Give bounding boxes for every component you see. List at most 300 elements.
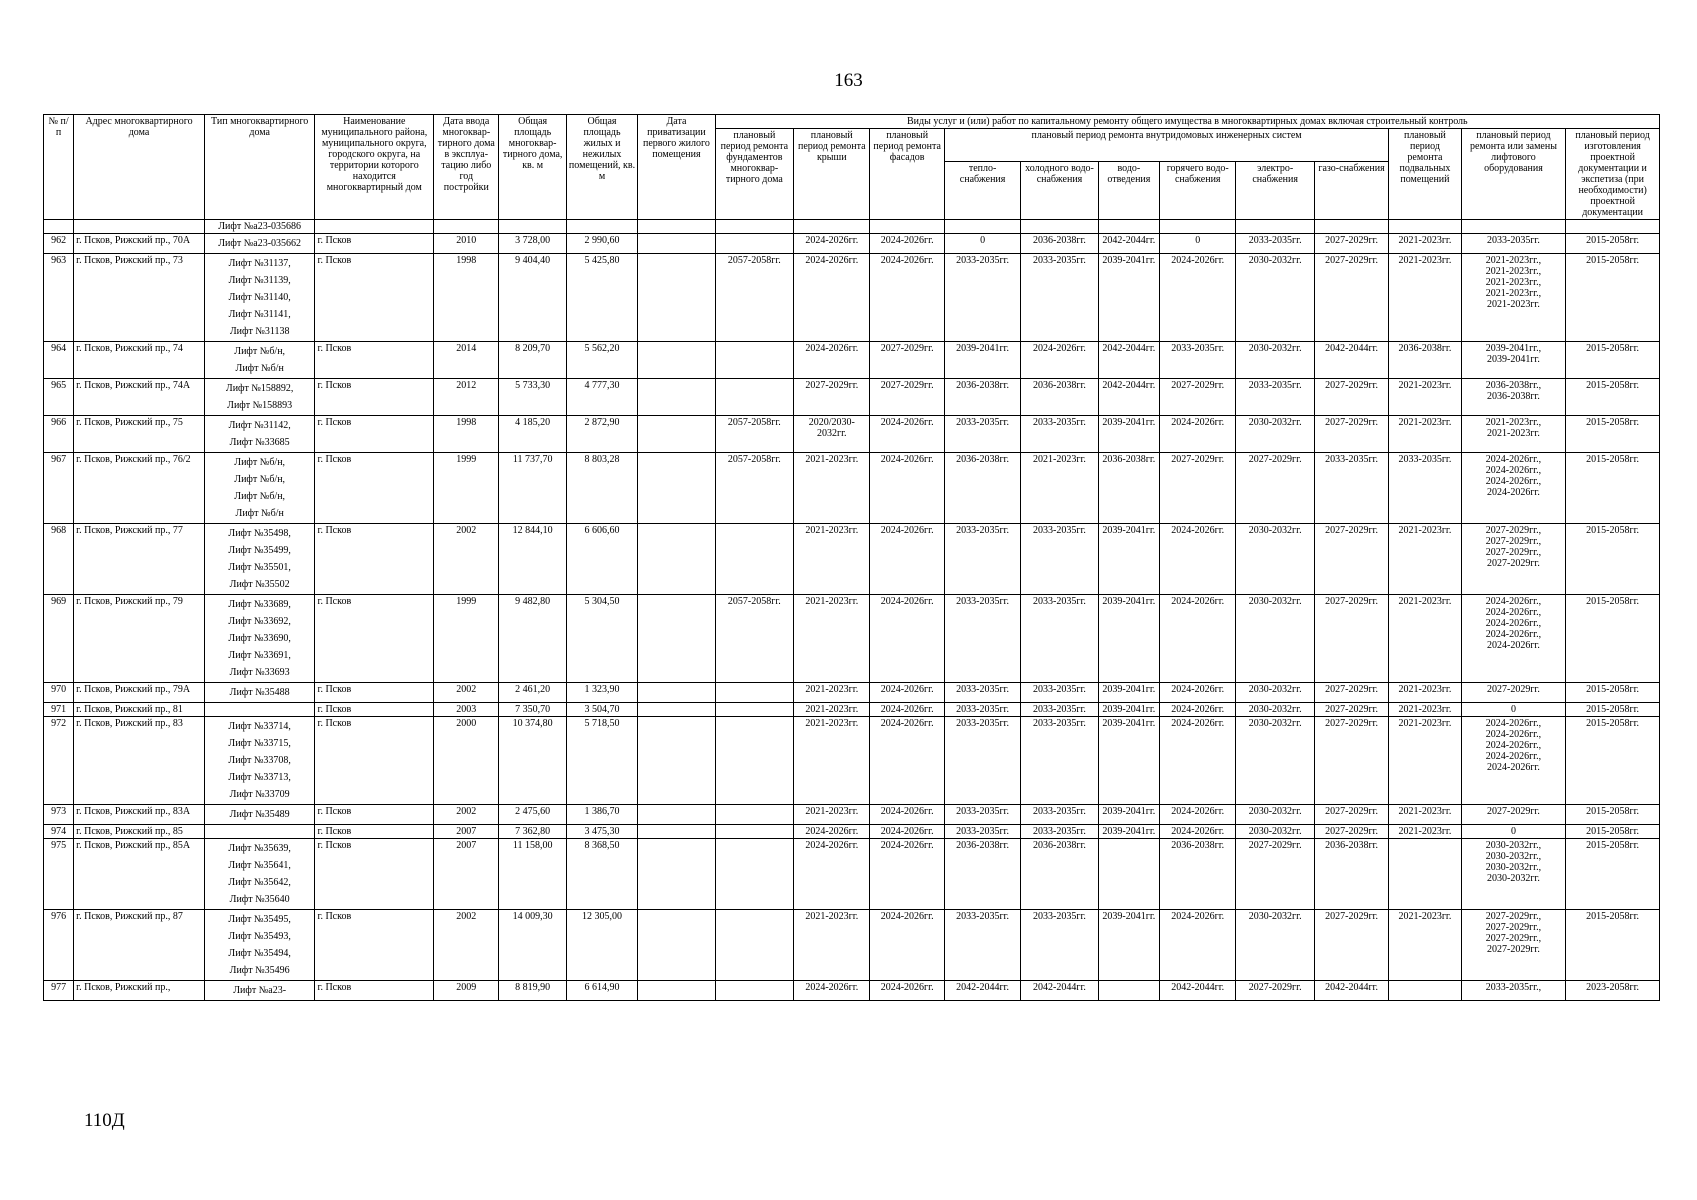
cell-num: 963 [44, 254, 74, 342]
cell-living-area: 8 803,28 [566, 453, 637, 524]
elevator-item: Лифт №35495, [228, 914, 291, 925]
cell-privatization [638, 342, 715, 379]
cell-drainage: 2039-2041гг. [1098, 683, 1159, 703]
table-row [44, 703, 1660, 717]
cell-basement: 2021-2023гг. [1389, 254, 1461, 342]
col-gas-header: газо-снабжения [1314, 161, 1388, 219]
cell-living-area: 8 368,50 [566, 839, 637, 910]
cell-facade: 2024-2026гг. [870, 416, 944, 453]
cell-basement: 2021-2023гг. [1389, 910, 1461, 981]
lift-date-item: 2027-2029гг., [1485, 911, 1542, 922]
cell-foundation [715, 379, 793, 416]
cell-lift [1461, 254, 1566, 342]
cell-elevators [204, 910, 315, 981]
lift-date-item: 0 [1510, 826, 1516, 837]
table-row [44, 254, 1660, 342]
cell-heat: 2036-2038гг. [944, 453, 1020, 524]
elevator-item: Лифт №35496 [229, 965, 290, 976]
cell-electricity: 2030-2032гг. [1236, 717, 1314, 805]
table-row [44, 717, 1660, 805]
cell-design: 2015-2058гг. [1566, 379, 1660, 416]
cell-heat: 2042-2044гг. [944, 981, 1020, 1001]
cell-elevators [204, 683, 315, 703]
cell-year: 2002 [434, 805, 499, 825]
cell-privatization [638, 703, 715, 717]
cell-basement: 2021-2023гг. [1389, 683, 1461, 703]
cell-municipality: г. Псков [315, 703, 434, 717]
elevator-item: Лифт №б/н, [234, 457, 286, 468]
cell-design: 2015-2058гг. [1566, 342, 1660, 379]
col-foundation-header: плановый период ремонта фундаментов многоквар-тирного дома [715, 129, 793, 220]
col-num-header: № п/п [44, 115, 74, 220]
lift-date-item: 0 [1510, 704, 1516, 715]
table-row [44, 595, 1660, 683]
cell-living-area: 1 323,90 [566, 683, 637, 703]
lift-date-item: 2024-2026гг., [1485, 740, 1542, 751]
cell-address: г. Псков, Рижский пр., 79 [74, 595, 205, 683]
cell-heat: 0 [944, 234, 1020, 254]
cell-electricity: 2030-2032гг. [1236, 595, 1314, 683]
cell-electricity: 2033-2035гг. [1236, 234, 1314, 254]
cell-lift [1461, 342, 1566, 379]
cell-basement: 2021-2023гг. [1389, 825, 1461, 839]
cell-num: 974 [44, 825, 74, 839]
cell-total-area: 7 350,70 [499, 703, 566, 717]
cell-privatization [638, 595, 715, 683]
cell-municipality: г. Псков [315, 416, 434, 453]
cell-electricity: 2030-2032гг. [1236, 416, 1314, 453]
cell-facade: 2024-2026гг. [870, 981, 944, 1001]
cell-year: 2009 [434, 981, 499, 1001]
cell-lift [1461, 839, 1566, 910]
cell-living-area: 6 606,60 [566, 524, 637, 595]
cell-hot-water: 2024-2026гг. [1160, 683, 1236, 703]
cell-design: 2015-2058гг. [1566, 524, 1660, 595]
table-row [44, 342, 1660, 379]
col-commission-header: Дата ввода многоквар-тирного дома в эксплуа-тацию либо год постройки [434, 115, 499, 220]
cell-living-area: 5 718,50 [566, 717, 637, 805]
table-row [44, 910, 1660, 981]
cell-basement: 2021-2023гг. [1389, 524, 1461, 595]
cell-cold-water: 2024-2026гг. [1021, 342, 1098, 379]
cell-year: 1999 [434, 595, 499, 683]
cell-num: 977 [44, 981, 74, 1001]
cell-hot-water: 2033-2035гг. [1160, 342, 1236, 379]
cell-roof: 2024-2026гг. [794, 981, 870, 1001]
cell-drainage: 2036-2038гг. [1098, 453, 1159, 524]
cell-year: 1998 [434, 416, 499, 453]
cell-heat: 2039-2041гг. [944, 342, 1020, 379]
cell-foundation [715, 825, 793, 839]
cell-heat: 2033-2035гг. [944, 595, 1020, 683]
cell-drainage: 2039-2041гг. [1098, 910, 1159, 981]
cell-gas: 2027-2029гг. [1314, 254, 1388, 342]
cell-year: 1998 [434, 254, 499, 342]
lift-date-item: 2030-2032гг., [1485, 840, 1542, 851]
cell-address: г. Псков, Рижский пр., 81 [74, 703, 205, 717]
col-electricity-header: электро-снабжения [1236, 161, 1314, 219]
systems-group-header: плановый период ремонта внутридомовых инженерных систем [944, 129, 1388, 162]
elevator-item: Лифт №33713, [228, 772, 291, 783]
table-row [44, 234, 1660, 254]
elevator-item: Лифт №158892, [225, 383, 294, 394]
cell-address: г. Псков, Рижский пр., 74А [74, 379, 205, 416]
cell-electricity: 2030-2032гг. [1236, 805, 1314, 825]
col-building-type-header: Тип многоквартирного дома [204, 115, 315, 220]
elevator-item: Лифт №35489 [229, 809, 290, 820]
cell-drainage [1098, 981, 1159, 1001]
cell-living-area: 12 305,00 [566, 910, 637, 981]
cell-heat: 2036-2038гг. [944, 839, 1020, 910]
cell-roof: 2021-2023гг. [794, 683, 870, 703]
col-lift-header: плановый период ремонта или замены лифтового оборудования [1461, 129, 1566, 220]
elevator-item: Лифт №31138 [229, 326, 290, 337]
cell-heat: 2033-2035гг. [944, 703, 1020, 717]
cell-heat: 2033-2035гг. [944, 683, 1020, 703]
cell-lift [1461, 416, 1566, 453]
lift-date-item: 2027-2029гг., [1485, 933, 1542, 944]
col-facade-header: плановый период ремонта фасадов [870, 129, 944, 220]
cell-design: 2015-2058гг. [1566, 683, 1660, 703]
cell-total-area: 9 404,40 [499, 254, 566, 342]
cell-basement: 2021-2023гг. [1389, 379, 1461, 416]
elevator-item: Лифт №158893 [227, 400, 293, 411]
cell-total-area: 11 158,00 [499, 839, 566, 910]
cell-num: 969 [44, 595, 74, 683]
cell-elevators [204, 342, 315, 379]
cell-living-area: 5 304,50 [566, 595, 637, 683]
cell-hot-water: 2024-2026гг. [1160, 703, 1236, 717]
cell-address: г. Псков, Рижский пр., 87 [74, 910, 205, 981]
elevator-item: Лифт №35498, [228, 528, 291, 539]
cell-roof: 2021-2023гг. [794, 910, 870, 981]
lift-date-item: 2024-2026гг., [1485, 465, 1542, 476]
cell-cold-water: 2033-2035гг. [1021, 825, 1098, 839]
lift-date-item: 2024-2026гг., [1485, 718, 1542, 729]
cell-lift [1461, 683, 1566, 703]
elevator-item: Лифт №35639, [228, 843, 291, 854]
cell-gas: 2027-2029гг. [1314, 703, 1388, 717]
cell-elevators [204, 825, 315, 839]
cell-drainage: 2039-2041гг. [1098, 254, 1159, 342]
col-address-header: Адрес многоквартирного дома [74, 115, 205, 220]
cell-privatization [638, 981, 715, 1001]
cell-basement: 2036-2038гг. [1389, 342, 1461, 379]
lift-date-item: 2033-2035гг., [1485, 982, 1542, 993]
elevator-item: Лифт №б/н [235, 508, 284, 519]
cell-design: 2015-2058гг. [1566, 416, 1660, 453]
elevator-item: Лифт №33709 [229, 789, 290, 800]
cell-address: г. Псков, Рижский пр., 83 [74, 717, 205, 805]
elevator-item: Лифт №31141, [228, 309, 291, 320]
cell-heat: 2036-2038гг. [944, 379, 1020, 416]
cell-design: 2015-2058гг. [1566, 910, 1660, 981]
cell-hot-water: 2027-2029гг. [1160, 379, 1236, 416]
col-privatization-header: Дата приватизации первого жилого помещения [638, 115, 715, 220]
cell-foundation [715, 839, 793, 910]
cell-facade: 2024-2026гг. [870, 595, 944, 683]
cell-year: 2002 [434, 910, 499, 981]
cell-elevators [204, 453, 315, 524]
lift-date-item: 2021-2023гг., [1485, 417, 1542, 428]
cell-cold-water: 2021-2023гг. [1021, 453, 1098, 524]
col-drainage-header: водо-отведения [1098, 161, 1159, 219]
lift-date-item: 2036-2038гг. [1486, 391, 1540, 402]
cell-lift [1461, 825, 1566, 839]
cell-municipality: г. Псков [315, 453, 434, 524]
cell-num: 967 [44, 453, 74, 524]
lift-date-item: 2030-2032гг. [1486, 873, 1540, 884]
cell-address: г. Псков, Рижский пр., 76/2 [74, 453, 205, 524]
cell-electricity: 2027-2029гг. [1236, 981, 1314, 1001]
cell-basement: 2021-2023гг. [1389, 717, 1461, 805]
col-roof-header: плановый период ремонта крыши [794, 129, 870, 220]
elevator-item: Лифт №б/н, [234, 491, 286, 502]
elevator-item: Лифт №а23-035662 [218, 238, 302, 249]
cell-num: 970 [44, 683, 74, 703]
cell-num: 971 [44, 703, 74, 717]
header-row-1 [44, 115, 1660, 129]
elevator-item: Лифт №31140, [228, 292, 291, 303]
cell-address: г. Псков, Рижский пр., 75 [74, 416, 205, 453]
cell-gas: 2027-2029гг. [1314, 683, 1388, 703]
cell-year: 2014 [434, 342, 499, 379]
cell-basement [1389, 981, 1461, 1001]
cell-address: г. Псков, Рижский пр., 77 [74, 524, 205, 595]
cell-elevators [204, 717, 315, 805]
cell-cold-water: 2033-2035гг. [1021, 524, 1098, 595]
cell-cold-water: 2036-2038гг. [1021, 234, 1098, 254]
cell-electricity: 2030-2032гг. [1236, 703, 1314, 717]
table-row [44, 524, 1660, 595]
cell-address: г. Псков, Рижский пр., 74 [74, 342, 205, 379]
cell-facade: 2024-2026гг. [870, 703, 944, 717]
cell-facade: 2024-2026гг. [870, 254, 944, 342]
lift-date-item: 2024-2026гг., [1485, 476, 1542, 487]
elevator-item: Лифт №35641, [228, 860, 291, 871]
cell-drainage: 2039-2041гг. [1098, 825, 1159, 839]
footer-mark: 110Д [84, 1110, 125, 1131]
cell-year: 2007 [434, 825, 499, 839]
cell-num: 973 [44, 805, 74, 825]
cell-total-area: 10 374,80 [499, 717, 566, 805]
elevator-item: Лифт №б/н [235, 363, 284, 374]
cell-heat: 2033-2035гг. [944, 717, 1020, 805]
lift-date-item: 2027-2029гг. [1486, 944, 1540, 955]
lift-date-item: 2021-2023гг. [1486, 428, 1540, 439]
cell-privatization [638, 234, 715, 254]
cell-facade: 2024-2026гг. [870, 524, 944, 595]
lift-date-item: 2024-2026гг., [1485, 607, 1542, 618]
cell-gas: 2027-2029гг. [1314, 805, 1388, 825]
cell-living-area: 5 425,80 [566, 254, 637, 342]
cell-drainage: 2039-2041гг. [1098, 703, 1159, 717]
col-basement-header: плановый период ремонта подвальных помещений [1389, 129, 1461, 220]
cell-gas: 2027-2029гг. [1314, 416, 1388, 453]
lift-date-item: 2030-2032гг., [1485, 862, 1542, 873]
cell-gas: 2033-2035гг. [1314, 453, 1388, 524]
cell-total-area: 5 733,30 [499, 379, 566, 416]
cell-foundation [715, 234, 793, 254]
cell-total-area: 14 009,30 [499, 910, 566, 981]
table-row [44, 683, 1660, 703]
cell-living-area: 5 562,20 [566, 342, 637, 379]
cell-total-area: 2 475,60 [499, 805, 566, 825]
cell-year: 2002 [434, 524, 499, 595]
elevator-item: Лифт №33714, [228, 721, 291, 732]
cell-roof: 2021-2023гг. [794, 453, 870, 524]
cell-municipality: г. Псков [315, 234, 434, 254]
cell-heat: 2033-2035гг. [944, 910, 1020, 981]
cell-year: 2007 [434, 839, 499, 910]
cell-elevators [204, 379, 315, 416]
cell-design: 2015-2058гг. [1566, 254, 1660, 342]
cell-hot-water: 2024-2026гг. [1160, 805, 1236, 825]
lift-date-item: 2024-2026гг. [1486, 487, 1540, 498]
cell-roof: 2020/2030-2032гг. [794, 416, 870, 453]
cell-hot-water: 2024-2026гг. [1160, 416, 1236, 453]
lift-date-item: 2021-2023гг., [1485, 255, 1542, 266]
lift-date-item: 2024-2026гг., [1485, 629, 1542, 640]
elevator-item: Лифт №33708, [228, 755, 291, 766]
col-total-area-header: Общая площадь многоквар-тирного дома, кв. м [499, 115, 566, 220]
cell-lift [1461, 379, 1566, 416]
lift-date-item: 2027-2029гг. [1486, 684, 1540, 695]
lift-date-item: 2039-2041гг., [1485, 343, 1542, 354]
cell-total-area: 12 844,10 [499, 524, 566, 595]
cell-gas: 2027-2029гг. [1314, 234, 1388, 254]
cell-municipality: г. Псков [315, 839, 434, 910]
cell-drainage: 2039-2041гг. [1098, 717, 1159, 805]
cell-gas: 2027-2029гг. [1314, 717, 1388, 805]
col-cold-water-header: холодного водо-снабжения [1021, 161, 1098, 219]
lift-date-item: 2027-2029гг. [1486, 806, 1540, 817]
works-group-header: Виды услуг и (или) работ по капитальному ремонту общего имущества в многоквартирных домах включая строительный контроль [715, 115, 1659, 129]
cell-facade: 2024-2026гг. [870, 839, 944, 910]
cell-drainage: 2042-2044гг. [1098, 234, 1159, 254]
cell-total-area: 9 482,80 [499, 595, 566, 683]
cell-municipality: г. Псков [315, 717, 434, 805]
cell-facade: 2024-2026гг. [870, 453, 944, 524]
elevator-item: Лифт №31137, [228, 258, 291, 269]
capital-repair-table [43, 114, 1660, 1001]
cell-gas: 2027-2029гг. [1314, 524, 1388, 595]
lift-date-item: 2024-2026гг., [1485, 729, 1542, 740]
cell-municipality: г. Псков [315, 254, 434, 342]
cell-heat: 2033-2035гг. [944, 825, 1020, 839]
col-living-area-header: Общая площадь жилых и нежилых помещений, кв. м [566, 115, 637, 220]
cell-drainage: 2039-2041гг. [1098, 416, 1159, 453]
cell-roof: 2021-2023гг. [794, 524, 870, 595]
cell-num: 968 [44, 524, 74, 595]
cell-municipality: г. Псков [315, 342, 434, 379]
cell-foundation: 2057-2058гг. [715, 254, 793, 342]
cell-roof: 2024-2026гг. [794, 254, 870, 342]
cell-roof: 2021-2023гг. [794, 703, 870, 717]
cell-design: 2015-2058гг. [1566, 703, 1660, 717]
cell-foundation [715, 981, 793, 1001]
cell-lift [1461, 234, 1566, 254]
cell-electricity: 2027-2029гг. [1236, 453, 1314, 524]
cell-year: 2003 [434, 703, 499, 717]
cell-municipality: г. Псков [315, 981, 434, 1001]
cell-design: 2015-2058гг. [1566, 234, 1660, 254]
cell-privatization [638, 839, 715, 910]
cell-hot-water: 2036-2038гг. [1160, 839, 1236, 910]
cell-cold-water: 2033-2035гг. [1021, 595, 1098, 683]
cell-num: 965 [44, 379, 74, 416]
cell-cold-water: 2036-2038гг. [1021, 379, 1098, 416]
cell-foundation [715, 524, 793, 595]
cell-roof: 2021-2023гг. [794, 595, 870, 683]
cell-num: 962 [44, 234, 74, 254]
cell-num: 972 [44, 717, 74, 805]
cell-municipality: г. Псков [315, 910, 434, 981]
cell-lift [1461, 453, 1566, 524]
lift-date-item: 2030-2032гг., [1485, 851, 1542, 862]
lift-date-item: 2021-2023гг., [1485, 288, 1542, 299]
lift-date-item: 2027-2029гг., [1485, 547, 1542, 558]
cell-num: 975 [44, 839, 74, 910]
table-row [44, 839, 1660, 910]
cell-total-area: 8 819,90 [499, 981, 566, 1001]
table-row [44, 416, 1660, 453]
cell-lift [1461, 805, 1566, 825]
cell-hot-water: 2024-2026гг. [1160, 910, 1236, 981]
cell-privatization [638, 683, 715, 703]
cell-heat: 2033-2035гг. [944, 805, 1020, 825]
cell-address: г. Псков, Рижский пр., 85А [74, 839, 205, 910]
cell-roof: 2024-2026гг. [794, 839, 870, 910]
cell-total-area: 4 185,20 [499, 416, 566, 453]
cell-facade: 2024-2026гг. [870, 683, 944, 703]
cell-basement: 2021-2023гг. [1389, 805, 1461, 825]
cell-address: г. Псков, Рижский пр., 83А [74, 805, 205, 825]
cell-facade: 2024-2026гг. [870, 805, 944, 825]
cell-facade: 2027-2029гг. [870, 342, 944, 379]
cell-living-area: 4 777,30 [566, 379, 637, 416]
cell-elevators [204, 839, 315, 910]
cell-foundation [715, 703, 793, 717]
lift-date-item: 2027-2029гг. [1486, 558, 1540, 569]
col-hot-water-header: горячего водо-снабжения [1160, 161, 1236, 219]
cell-total-area: 7 362,80 [499, 825, 566, 839]
lift-date-item: 2033-2035гг. [1486, 235, 1540, 246]
elevator-item: Лифт №33693 [229, 667, 290, 678]
elevator-item: Лифт №35502 [229, 579, 290, 590]
cell-gas: 2027-2029гг. [1314, 825, 1388, 839]
cell-drainage: 2039-2041гг. [1098, 595, 1159, 683]
lift-date-item: 2039-2041гг. [1486, 354, 1540, 365]
cell-privatization [638, 805, 715, 825]
cell-municipality: г. Псков [315, 805, 434, 825]
elevator-item: Лифт №35488 [229, 687, 290, 698]
cell-living-area: 3 504,70 [566, 703, 637, 717]
cell-hot-water: 2027-2029гг. [1160, 453, 1236, 524]
cell-elevators [204, 234, 315, 254]
lift-date-item: 2027-2029гг., [1485, 536, 1542, 547]
cell-electricity: 2030-2032гг. [1236, 342, 1314, 379]
carryover-elevator: Лифт №а23-035686 [204, 220, 315, 234]
cell-basement [1389, 839, 1461, 910]
cell-basement: 2021-2023гг. [1389, 595, 1461, 683]
cell-roof: 2027-2029гг. [794, 379, 870, 416]
cell-design: 2015-2058гг. [1566, 839, 1660, 910]
cell-living-area: 2 872,90 [566, 416, 637, 453]
cell-year: 2000 [434, 717, 499, 805]
cell-gas: 2027-2029гг. [1314, 595, 1388, 683]
cell-heat: 2033-2035гг. [944, 524, 1020, 595]
